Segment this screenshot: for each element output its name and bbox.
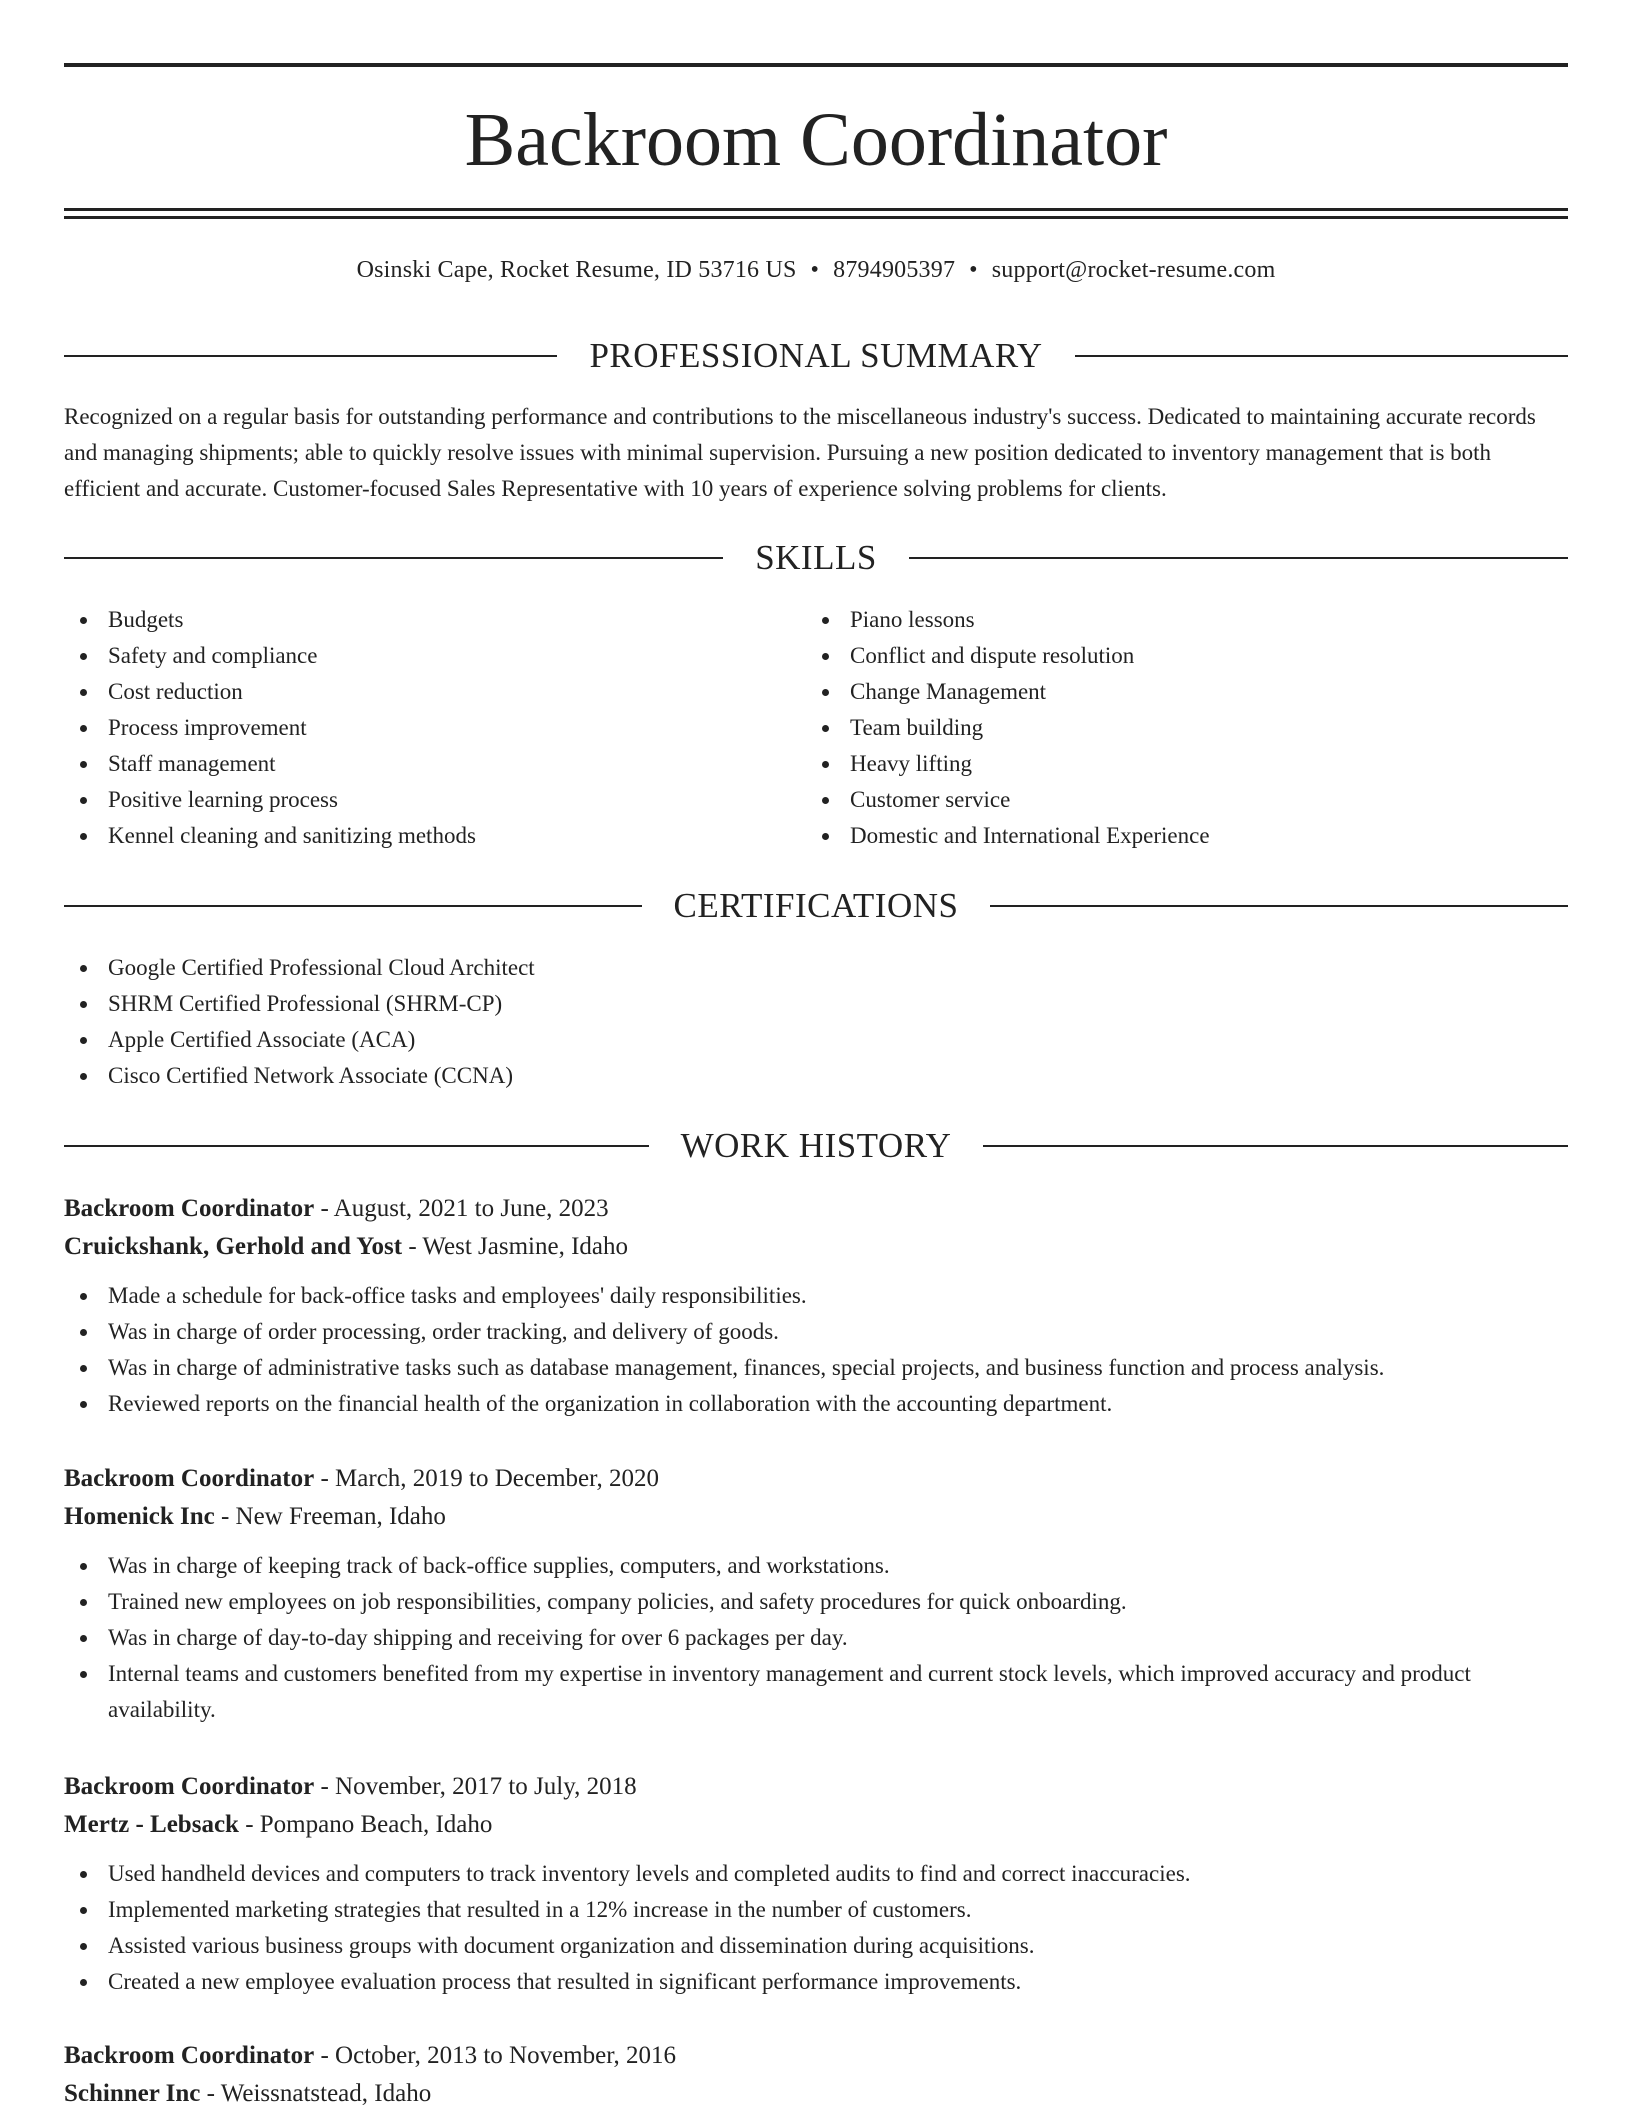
job-title: Backroom Coordinator [64, 2042, 315, 2069]
job-bullet: Created a new employee evaluation process that resulted in significant performance improvements. [64, 1964, 1568, 2000]
heading-rule [990, 905, 1568, 907]
resume-title: Backroom Coordinator [464, 98, 1168, 182]
job-company: Schinner Inc [64, 2080, 201, 2107]
title-rule-lower [64, 216, 1568, 219]
skill-item: Customer service [806, 782, 1566, 818]
job-bullet: Was in charge of administrative tasks such as database management, finances, special projects, and business function and process analysis. [64, 1350, 1568, 1386]
skill-item: Heavy lifting [806, 746, 1566, 782]
job-title-line [64, 2037, 1568, 2075]
summary-text: Recognized on a regular basis for outstanding performance and contributions to the miscellaneous industry's success. Dedicated to maintaining accurate records and managing shipments; able to quickly resolve issues with minimal supervision. Pursuing a new position dedicated to inventory management that is both efficient and accurate. Customer-focused Sales Representative with 10 years of experience solving problems for clients. [64, 404, 1536, 501]
heading-rule [909, 557, 1568, 559]
title-rule-upper [64, 208, 1568, 211]
skill-item: Positive learning process [64, 782, 804, 818]
top-rule [64, 63, 1568, 67]
skill-item: Cost reduction [64, 674, 804, 710]
heading-rule [64, 557, 723, 559]
job-bullet: Reviewed reports on the financial health of the organization in collaboration with the accounting department. [64, 1386, 1568, 1422]
job-entry [64, 1460, 1568, 1728]
job-bullet: Assisted various business groups with document organization and dissemination during acquisitions. [64, 1928, 1568, 1964]
skill-item: Piano lessons [806, 602, 1566, 638]
job-location: - New Freeman, Idaho [214, 1503, 446, 1530]
heading-rule [64, 905, 642, 907]
skill-item: Conflict and dispute resolution [806, 638, 1566, 674]
job-location: - Weissnatstead, Idaho [200, 2080, 432, 2107]
job-bullets [64, 1278, 1568, 1422]
skills-heading-label: SKILLS [755, 538, 877, 577]
skills-list-left [64, 602, 804, 854]
skill-item: Change Management [806, 674, 1566, 710]
job-bullets [64, 1856, 1568, 2000]
skill-item: Process improvement [64, 710, 804, 746]
job-bullet: Trained new employees on job responsibilities, company policies, and safety procedures for quick onboarding. [64, 1584, 1568, 1620]
contact-phone: 8794905397 [833, 257, 956, 283]
contact-address: Osinski Cape, Rocket Resume, ID 53716 US [356, 257, 797, 283]
job-entry [64, 1768, 1568, 2000]
heading-rule [64, 355, 557, 357]
certification-item: Cisco Certified Network Associate (CCNA) [64, 1058, 1568, 1094]
job-company-line [64, 2075, 1568, 2112]
skill-item: Team building [806, 710, 1566, 746]
certification-item: Apple Certified Associate (ACA) [64, 1022, 1568, 1058]
job-bullet: Made a schedule for back-office tasks and employees' daily responsibilities. [64, 1278, 1568, 1314]
skills-list-right [806, 602, 1566, 854]
job-title: Backroom Coordinator [64, 1773, 315, 1800]
heading-rule [1075, 355, 1568, 357]
summary-heading-label: PROFESSIONAL SUMMARY [589, 336, 1043, 375]
contact-separator: • [810, 257, 820, 283]
contact-line [64, 254, 1568, 286]
job-dates: - March, 2019 to December, 2020 [314, 1465, 659, 1492]
certifications-heading-label: CERTIFICATIONS [673, 886, 959, 925]
job-bullet: Used handheld devices and computers to track inventory levels and completed audits to find and correct inaccuracies. [64, 1856, 1568, 1892]
job-entry [64, 1190, 1568, 1422]
job-title-line [64, 1190, 1568, 1228]
job-bullet: Was in charge of day-to-day shipping and receiving for over 6 packages per day. [64, 1620, 1568, 1656]
work-history-heading [64, 1124, 1568, 1168]
heading-rule [983, 1145, 1568, 1147]
job-title: Backroom Coordinator [64, 1195, 315, 1222]
job-bullet: Implemented marketing strategies that resulted in a 12% increase in the number of customers. [64, 1892, 1568, 1928]
skills-heading [64, 536, 1568, 580]
work-history-heading-label: WORK HISTORY [680, 1126, 952, 1165]
job-company: Mertz - Lebsack [64, 1811, 239, 1838]
certification-item: SHRM Certified Professional (SHRM-CP) [64, 986, 1568, 1022]
job-location: - West Jasmine, Idaho [402, 1233, 629, 1260]
job-company-line [64, 1498, 1568, 1536]
skill-item: Staff management [64, 746, 804, 782]
job-company-line [64, 1806, 1568, 1844]
job-title-line [64, 1460, 1568, 1498]
job-company: Cruickshank, Gerhold and Yost [64, 1233, 403, 1260]
job-title: Backroom Coordinator [64, 1465, 315, 1492]
job-company: Homenick Inc [64, 1503, 215, 1530]
contact-separator: • [969, 257, 978, 283]
job-dates: - August, 2021 to June, 2023 [314, 1195, 609, 1222]
heading-rule [64, 1145, 649, 1147]
skill-item: Domestic and International Experience [806, 818, 1566, 854]
job-dates: - October, 2013 to November, 2016 [314, 2042, 677, 2069]
skill-item: Kennel cleaning and sanitizing methods [64, 818, 804, 854]
job-dates: - November, 2017 to July, 2018 [314, 1773, 637, 1800]
job-company-line [64, 1228, 1568, 1266]
skill-item: Safety and compliance [64, 638, 804, 674]
summary-heading [64, 334, 1568, 378]
job-location: - Pompano Beach, Idaho [238, 1811, 493, 1838]
job-bullet: Was in charge of keeping track of back-office supplies, computers, and workstations. [64, 1548, 1568, 1584]
job-entry [64, 2037, 1568, 2112]
job-bullet: Internal teams and customers benefited from my expertise in inventory management and current stock levels, which improved accuracy and product availability. [64, 1656, 1568, 1728]
certification-item: Google Certified Professional Cloud Architect [64, 950, 1568, 986]
job-bullet: Was in charge of order processing, order tracking, and delivery of goods. [64, 1314, 1568, 1350]
job-title-line [64, 1768, 1568, 1806]
job-bullets [64, 1548, 1568, 1728]
skill-item: Budgets [64, 602, 804, 638]
certifications-list [64, 950, 1568, 1094]
certifications-heading [64, 884, 1568, 928]
contact-email: support@rocket-resume.com [991, 257, 1276, 283]
